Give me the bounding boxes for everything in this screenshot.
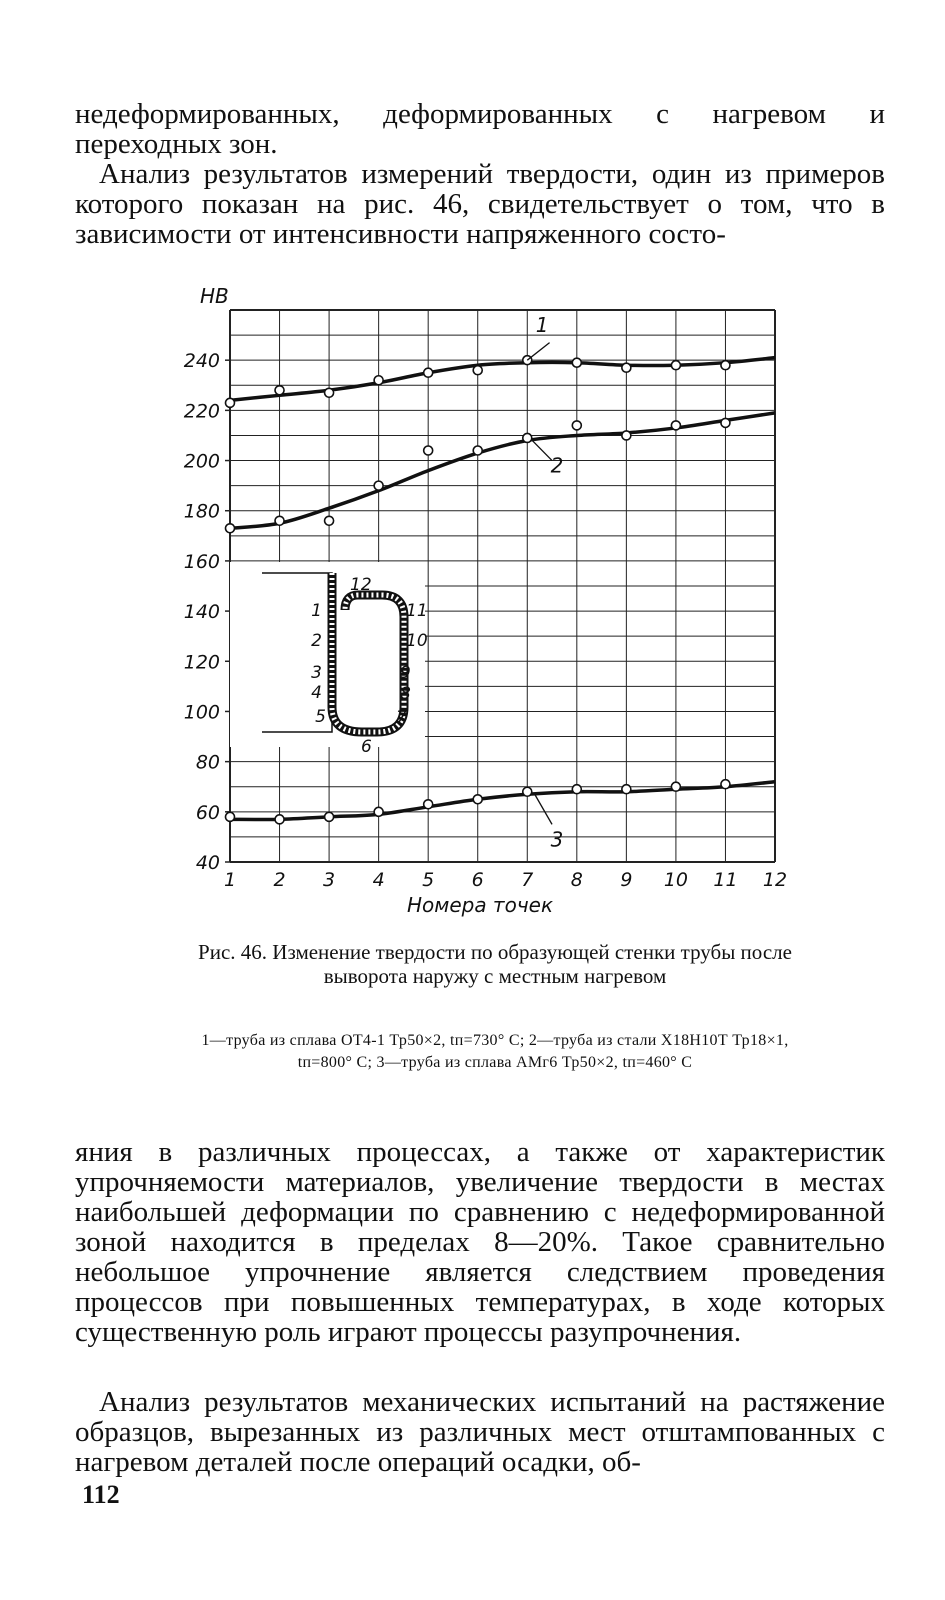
x-tick-labels: [224, 869, 787, 891]
series-2-point: [721, 418, 730, 427]
inset-label: 6: [361, 737, 372, 757]
series-3-point: [325, 812, 334, 821]
figure-caption: Рис. 46. Изменение твердости по образующей стенки трубы после выворота наружу с местным нагревом: [198, 940, 792, 988]
y-tick-label: 80: [195, 751, 220, 774]
series-2-point: [473, 446, 482, 455]
x-tick-label: 7: [521, 869, 534, 891]
y-tick-label: 180: [183, 500, 220, 523]
series-3-point: [523, 787, 532, 796]
series-2-point: [523, 433, 532, 442]
series-1-point: [374, 376, 383, 385]
series-3-point: [226, 812, 235, 821]
y-tick-label: 200: [183, 450, 220, 473]
x-tick-label: 11: [713, 869, 738, 891]
inset-label: 11: [406, 601, 428, 621]
y-tick-label: 240: [183, 350, 220, 373]
series-3-point: [374, 807, 383, 816]
series-1-point: [473, 366, 482, 375]
series-1-point: [671, 361, 680, 370]
series-3-point: [473, 795, 482, 804]
series-3-leader: [535, 794, 552, 824]
x-tick-label: 2: [273, 869, 286, 891]
y-tick-label: 120: [183, 651, 220, 674]
inset-label: 10: [406, 631, 428, 651]
inset-label: 5: [315, 707, 326, 727]
curve-labels: [527, 313, 563, 851]
x-tick-label: 8: [570, 869, 583, 891]
series-2-point: [226, 524, 235, 533]
y-tick-label: 60: [195, 801, 220, 824]
x-tick-label: 3: [323, 869, 336, 891]
series-1-label: 1: [535, 313, 549, 338]
inset-label: 8: [400, 684, 411, 704]
page-number: 112: [82, 1480, 120, 1509]
series-1-point: [226, 398, 235, 407]
y-tick-label: 160: [183, 550, 220, 573]
inset-label: 1: [311, 601, 322, 621]
x-tick-label: 1: [223, 869, 237, 891]
x-tick-label: 10: [663, 869, 689, 891]
x-tick-label: 12: [762, 869, 788, 891]
y-tick-label: 100: [183, 701, 220, 724]
y-axis-label: НВ: [200, 284, 229, 308]
series-2-point: [622, 431, 631, 440]
series-2-point: [275, 516, 284, 525]
series-2-leader: [532, 440, 552, 460]
x-tick-label: 4: [372, 869, 385, 891]
inset-label: 3: [311, 663, 322, 683]
y-tick-label: 220: [183, 400, 220, 423]
series-1-point: [275, 386, 284, 395]
inset-label: 4: [311, 683, 322, 703]
series-3-label: 3: [550, 827, 564, 852]
figure-legend: 1—труба из сплава ОТ4-1 Тр50×2, tп=730° С; 2—труба из стали Х18Н10Т Тр18×1, tп=800° С; 3—труба из сплава АМг6 Тр50×2, tп=460° С: [201, 1032, 789, 1071]
series-3-point: [622, 785, 631, 794]
inset-label: 7: [396, 708, 407, 728]
paragraph-top: недеформированных, деформированных с нагревом и переходных зон.: [75, 98, 885, 160]
series-2-point: [572, 421, 581, 430]
y-tick-label: 40: [195, 852, 220, 874]
series-3-point: [424, 800, 433, 809]
series-2-point: [424, 446, 433, 455]
paragraph-analysis-1: Анализ результатов измерений твердости, один из примеров которого показан на рис. 46, свидетельствует о том, что в зависимости от интенсивности напряженного состо-: [75, 158, 885, 250]
series-2-point: [325, 516, 334, 525]
paragraph-analysis-3: Анализ результатов механических испытаний на растяжение образцов, вырезанных из различных мест отштампованных с нагревом деталей после операций осадки, об-: [75, 1386, 885, 1478]
series-2-point: [671, 421, 680, 430]
series-2-label: 2: [550, 453, 564, 478]
inset-label: 12: [350, 575, 372, 595]
series-3-point: [721, 780, 730, 789]
series-1-point: [721, 361, 730, 370]
x-axis-label: Номера точек: [406, 893, 554, 917]
x-tick-label: 6: [471, 869, 484, 891]
y-tick-labels: [184, 350, 220, 874]
series-3-point: [572, 785, 581, 794]
series-1-point: [622, 363, 631, 372]
series-1-point: [424, 368, 433, 377]
x-tick-label: 5: [422, 869, 435, 891]
x-tick-label: 9: [620, 869, 633, 891]
inset-label: 9: [400, 663, 411, 683]
series-1-point: [325, 388, 334, 397]
inset-label: 2: [311, 631, 322, 651]
paragraph-analysis-2: яния в различных процессах, а также от характеристик упрочняемости материалов, увеличение твердости в местах наибольшей деформации по сравнению с недеформированной зоной находится в пределах 8—20%. Такое сравнительно небольшое упрочнение является следствием проведения процессов при повышенных температурах, в ходе которых существенную роль играют процессы разупрочнения.: [75, 1136, 885, 1348]
series-3-point: [275, 815, 284, 824]
series-1-curve: [230, 358, 775, 401]
series-2-point: [374, 481, 383, 490]
series-3-point: [671, 782, 680, 791]
hardness-chart: [180, 280, 800, 920]
series-1-point: [572, 358, 581, 367]
pipe-cross-section-inset: [230, 562, 428, 757]
series-1-leader: [527, 343, 549, 361]
y-tick-label: 140: [183, 601, 220, 624]
series-3-curve: [230, 782, 775, 820]
